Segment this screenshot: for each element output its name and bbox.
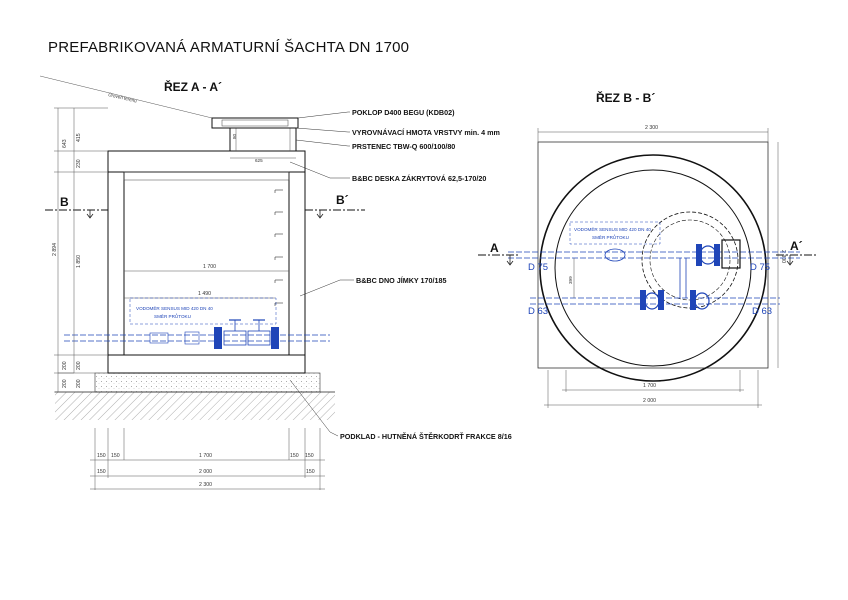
valve-bottom bbox=[645, 293, 659, 309]
dim-b-150-4: 150 bbox=[305, 453, 314, 459]
dim-b-150-6: 150 bbox=[306, 469, 315, 475]
dim-b-1700: 1 700 bbox=[199, 453, 212, 459]
section-aa bbox=[40, 76, 365, 490]
ladder-rungs bbox=[275, 190, 283, 306]
dim-200-c: 200 bbox=[62, 379, 68, 388]
dim-b-2300: 2 300 bbox=[199, 482, 212, 488]
vertical-dims-left bbox=[54, 108, 108, 392]
meter-text-1: VODOMĚR SENSUS MID 420 DN 40 bbox=[136, 306, 213, 311]
dim-1700-inner: 1 700 bbox=[203, 264, 216, 270]
dim-1850: 1 850 bbox=[76, 255, 82, 268]
manhole-lid bbox=[212, 118, 298, 128]
pipe-label-d75-right: D 75 bbox=[750, 262, 771, 273]
meter-text-bb-1: VODOMĚR SENSUS MID 420 DN 40 bbox=[574, 227, 651, 232]
cover-slab-recess bbox=[124, 172, 289, 180]
section-bb bbox=[478, 90, 818, 408]
dim-399: 399 bbox=[568, 276, 573, 284]
callout-leveling: VYROVNÁVACÍ HMOTA VRSTVY min. 4 mm bbox=[352, 128, 500, 137]
valve-flange bbox=[214, 327, 222, 349]
base-square bbox=[538, 142, 771, 368]
dim-200-a: 200 bbox=[62, 361, 68, 370]
pipe-label-d63-right: D 63 bbox=[752, 306, 773, 317]
dim-bb-2000: 2 000 bbox=[643, 398, 656, 404]
dim-right-2300: 2 300 bbox=[780, 250, 786, 263]
dim-b-2000: 2 000 bbox=[199, 469, 212, 475]
cut-marker-a-prime: A´ bbox=[790, 239, 803, 253]
bottom-slab bbox=[108, 355, 305, 373]
right-wall bbox=[289, 172, 305, 355]
gravel-base bbox=[95, 373, 320, 392]
dim-b-150-3: 150 bbox=[290, 453, 299, 459]
callout-base: PODKLAD - HUTNĚNÁ ŠTĚRKODRŤ FRAKCE 8/16 bbox=[340, 432, 512, 441]
dim-625: 625 bbox=[255, 158, 263, 163]
dim-415: 415 bbox=[76, 133, 82, 142]
cover-slab bbox=[108, 151, 305, 172]
cut-marker-b: B bbox=[60, 195, 69, 209]
dim-230: 230 bbox=[76, 159, 82, 168]
dim-top-2300: 2 300 bbox=[645, 125, 658, 131]
bottom-dims-aa bbox=[90, 428, 325, 490]
meter-text-bb-2: SMĚR PRŮTOKU bbox=[592, 235, 629, 240]
meter-text-2: SMĚR PRŮTOKU bbox=[154, 314, 191, 319]
dim-80: 80 bbox=[232, 133, 237, 139]
section-aa-label: ŘEZ A - A´ bbox=[164, 80, 222, 94]
terrain-label: Úroveň terénu bbox=[107, 92, 138, 104]
dim-b-150-2: 150 bbox=[111, 453, 120, 459]
section-bb-label: ŘEZ B - B´ bbox=[596, 91, 656, 105]
dim-200-b: 200 bbox=[76, 361, 82, 370]
ground-hatch bbox=[55, 392, 335, 420]
cut-marker-b-prime: B´ bbox=[336, 193, 349, 207]
dim-1490: 1 490 bbox=[198, 291, 211, 297]
left-wall bbox=[108, 172, 124, 355]
dim-2894: 2 894 bbox=[52, 243, 58, 256]
callout-ring: PRSTENEC TBW-Q 600/100/80 bbox=[352, 142, 456, 151]
pipe-label-d63-left: D 63 bbox=[528, 306, 549, 317]
water-meter bbox=[605, 249, 625, 261]
dim-643: 643 bbox=[62, 139, 68, 148]
valve-top bbox=[700, 246, 716, 264]
drawing-title: PREFABRIKOVANÁ ARMATURNÍ ŠACHTA DN 1700 bbox=[48, 39, 410, 56]
adjusting-ring bbox=[230, 128, 296, 151]
dim-b-150-5: 150 bbox=[97, 469, 106, 475]
dim-b-150-1: 150 bbox=[97, 453, 106, 459]
dim-200-d: 200 bbox=[76, 379, 82, 388]
cut-marker-a: A bbox=[490, 241, 499, 255]
dim-bb-1700: 1 700 bbox=[643, 383, 656, 389]
callout-cover-slab: B&BC DESKA ZÁKRYTOVÁ 62,5-170/20 bbox=[352, 174, 487, 183]
callout-pit-bottom: B&BC DNO JÍMKY 170/185 bbox=[356, 276, 447, 285]
pipe-label-d75-left: D 75 bbox=[528, 262, 549, 273]
callout-lid: POKLOP D400 BEGU (KDB02) bbox=[352, 108, 455, 117]
